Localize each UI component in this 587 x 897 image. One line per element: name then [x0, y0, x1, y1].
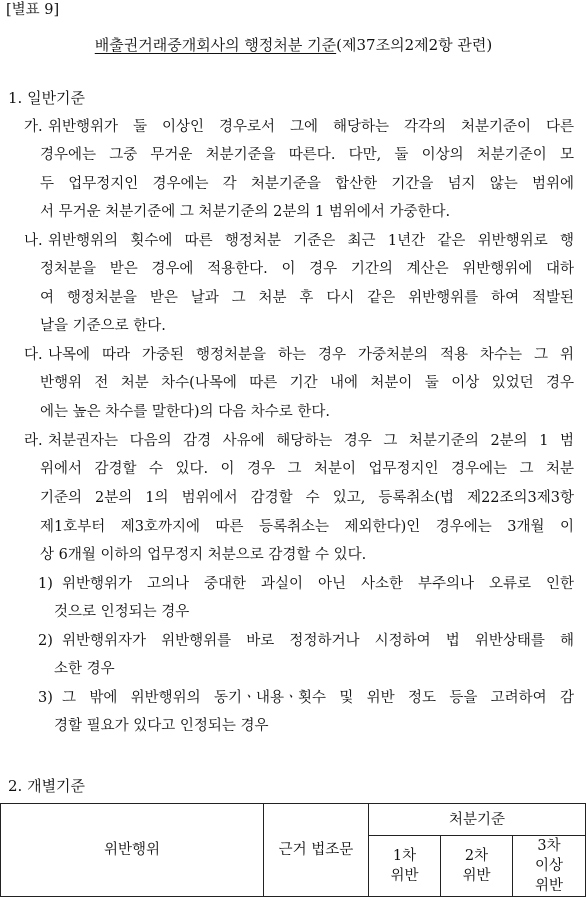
- subitem-2-marker: 2): [38, 633, 53, 649]
- item-ra-line-5: 상 6개월 이하의 업무정지 처분으로 감경할 수 있다.: [40, 547, 367, 563]
- item-na-line-4: 날을 기준으로 한다.: [40, 318, 166, 334]
- item-na-line-3: 여 행정처분을 받은 날과 그 처분 후 다시 같은 위반행위를 하여 적발된: [40, 290, 574, 306]
- header-second-violation: 2차 위반: [441, 836, 513, 897]
- document-title: [0, 36, 587, 54]
- section-2-heading: 2. 개별기준: [8, 777, 86, 795]
- header-violation: 위반행위: [1, 804, 264, 897]
- item-da-marker: 다.: [24, 347, 43, 363]
- subitem-1-marker: 1): [38, 576, 53, 592]
- item-ra-line-4: 제1호부터 제3호까지에 따른 등록취소는 제외한다)인 경우에는 3개월 이: [40, 519, 574, 535]
- section-1-heading: 1. 일반기준: [8, 89, 86, 107]
- document-title-main: 배출권거래중개회사의 행정처분 기준: [94, 36, 337, 54]
- subitem-3-marker: 3): [38, 690, 53, 706]
- annex-label: [별표 9]: [6, 2, 60, 18]
- subitem-2-line-2: 소한 경우: [54, 661, 115, 677]
- item-da-line-3: 에는 높은 차수를 말한다)의 다음 차수로 한다.: [40, 404, 331, 420]
- item-da-line-2: 반행위 전 처분 차수(나목에 따른 기간 내에 처분이 둘 이상 있었던 경우: [40, 375, 574, 391]
- item-ga-line-3: 두 업무정지인 경우에는 각 처분기준을 합산한 기간을 넘지 않는 범위에: [40, 176, 574, 192]
- item-ga-line-2: 경우에는 그중 무거운 처분기준을 따른다. 다만, 둘 이상의 처분기준이 모: [40, 147, 574, 163]
- subitem-3-line-1: 그 밖에 위반행위의 동기ㆍ내용ㆍ횟수 및 위반 정도 등을 고려하여 감: [62, 690, 574, 706]
- item-ga-marker: 가.: [24, 119, 43, 135]
- header-disposition-criteria: 처분기준: [369, 804, 586, 836]
- item-ga-line-4: 서 무거운 처분기준에 그 처분기준의 2분의 1 범위에서 가중한다.: [40, 204, 451, 220]
- item-na-line-2: 정처분을 받은 경우에 적용한다. 이 경우 기간의 계산은 위반행위에 대하: [40, 261, 574, 277]
- item-da-line-1: 나목에 따라 가중된 행정처분을 하는 경우 가중처분의 적용 차수는 그 위: [48, 347, 574, 363]
- subitem-2-line-1: 위반행위자가 위반행위를 바로 정정하거나 시정하여 법 위반상태를 해: [62, 633, 574, 649]
- item-ra-line-1: 처분권자는 다음의 감경 사유에 해당하는 경우 그 처분기준의 2분의 1 범: [48, 433, 574, 449]
- header-first-violation: 1차 위반: [369, 836, 441, 897]
- criteria-table: [0, 803, 586, 897]
- item-na-line-1: 위반행위의 횟수에 따른 행정처분 기준은 최근 1년간 같은 위반행위로 행: [48, 233, 574, 249]
- header-third-or-more-violation: 3차 이상 위반: [513, 836, 586, 897]
- document-title-reference: (제37조의2제2항 관련): [336, 36, 493, 54]
- header-legal-basis: 근거 법조문: [264, 804, 369, 897]
- item-ra-line-2: 위에서 감경할 수 있다. 이 경우 그 처분이 업무정지인 경우에는 그 처분: [40, 461, 574, 477]
- item-ga-line-1: 위반행위가 둘 이상인 경우로서 그에 해당하는 각각의 처분기준이 다른: [48, 119, 574, 135]
- subitem-1-line-2: 것으로 인정되는 경우: [54, 604, 190, 620]
- subitem-3-line-2: 경할 필요가 있다고 인정되는 경우: [54, 718, 269, 734]
- subitem-1-line-1: 위반행위가 고의나 중대한 과실이 아닌 사소한 부주의나 오류로 인한: [62, 576, 574, 592]
- item-na-marker: 나.: [24, 233, 43, 249]
- item-ra-line-3: 기준의 2분의 1의 범위에서 감경할 수 있고, 등록취소(법 제22조의3제3항: [40, 490, 574, 506]
- item-ra-marker: 라.: [24, 433, 43, 449]
